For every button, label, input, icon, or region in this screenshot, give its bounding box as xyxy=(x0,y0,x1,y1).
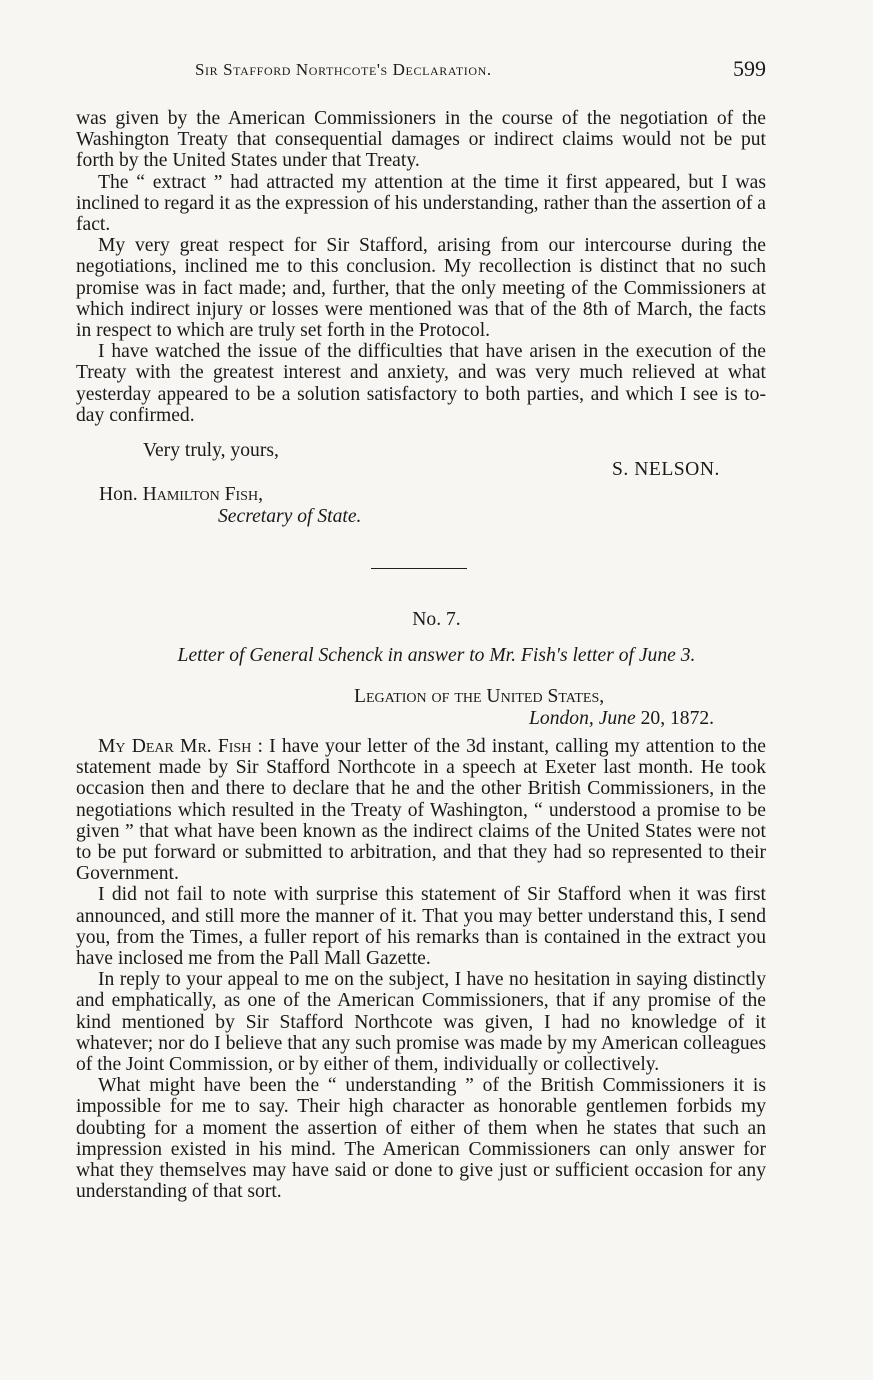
date-place: London, xyxy=(529,708,594,729)
addressee-name: Hamilton Fish, xyxy=(142,484,263,505)
paragraph: was given by the American Commissioners in the course of the negotiation of the Washington Treaty that consequential damages or indirect claims would not be put forth by the United States under that Treaty. xyxy=(76,108,766,172)
paragraph: I have watched the issue of the difficulties that have arisen in the execution of the Treaty with the greatest interest and anxiety, and was very much relieved at what yesterday appeared to be a solution satisfactory to both parties, and which I see is to-day confirmed. xyxy=(76,341,766,426)
page-number: 599 xyxy=(733,56,766,81)
paragraph: My very great respect for Sir Stafford, arising from our intercourse during the negotiations, inclined me to this conclusion. My recollection is distinct that no such promise was in fact made; and, further, that the only meeting of the Commissioners at which indirect injury or losses were mentioned was that of the 8th of March, the facts in respect to which are truly set forth in the Protocol. xyxy=(76,235,766,342)
addressee xyxy=(99,484,263,506)
running-title: Sir Stafford Northcote's Declaration. xyxy=(195,60,492,79)
legation-heading: Legation of the United States, xyxy=(354,686,605,707)
paragraph: In reply to your appeal to me on the subject, I have no hesitation in saying distinctly and emphatically, as one of the American Commissioners, that if any promise of the kind mentioned by Sir Stafford Northcote was given, I had no knowledge of it whatever; nor do I believe that any such promise was made by my American colleagues of the Joint Commission, or by either of them, individually or collectively. xyxy=(76,969,766,1076)
document-caption: Letter of General Schenck in answer to Mr. Fish's letter of June 3. xyxy=(177,645,696,666)
nelson-letter-body xyxy=(76,108,766,426)
schenck-letter-body xyxy=(76,736,766,1202)
document-number: No. 7. xyxy=(412,609,461,630)
paragraph xyxy=(76,736,766,884)
addressee-prefix: Hon. xyxy=(99,484,138,505)
paragraph-text: I have your letter of the 3d instant, calling my attention to the statement made by Sir Stafford Northcote in a speech at Exeter last month. He took occasion then and there to declare that he and the other British Commissioners, in the negotiations which resulted in the Treaty of Washington, “ understood a promise to be given ” that what have been known as the indirect claims of the United States were not to be put forward or submitted to arbitration, and that they had so represented to their Government. xyxy=(76,736,766,885)
dateline xyxy=(529,708,714,730)
salutation: My Dear Mr. Fish : xyxy=(98,736,263,757)
date-rest: 20, 1872. xyxy=(640,708,715,729)
signature: S. NELSON. xyxy=(612,459,720,480)
addressee-title: Secretary of State. xyxy=(218,506,362,527)
paragraph: The “ extract ” had attracted my attention at the time it first appeared, but I was inclined to regard it as the expression of his understanding, rather than the assertion of a fact. xyxy=(76,171,766,236)
section-divider xyxy=(371,568,467,569)
date-month: June xyxy=(598,708,636,729)
letter-closing: Very truly, yours, xyxy=(143,440,279,461)
paragraph: What might have been the “ understanding ” of the British Commissioners it is impossible for me to say. Their high character as honorable gentlemen forbids my doubting for a moment the assertion of either of them when he states that such an impression existed in his mind. The American Commissioners can only answer for what they themselves may have said or done to give just or sufficient occasion for any understanding of that sort. xyxy=(76,1075,766,1203)
paragraph: I did not fail to note with surprise this statement of Sir Stafford when it was first announced, and still more the manner of it. That you may better understand this, I send you, from the Times, a fuller report of his remarks than is contained in the extract you have inclosed me from the Pall Mall Gazette. xyxy=(76,884,766,970)
